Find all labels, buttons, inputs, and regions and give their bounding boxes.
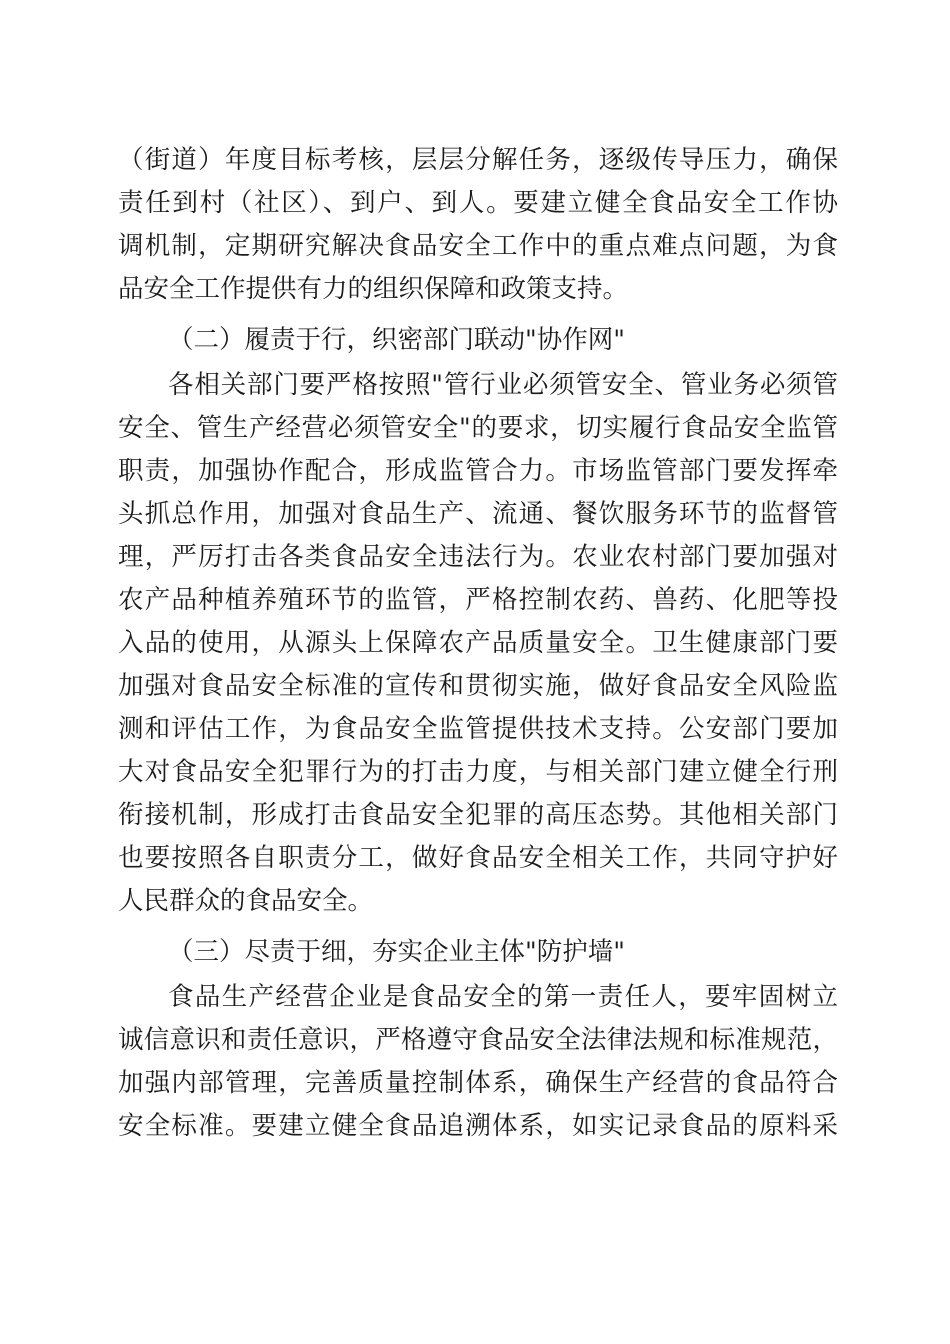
section-heading-3: （三）尽责于细，夯实企业主体"防护墙" <box>168 937 625 967</box>
para3-line-2: 诚信意识和责任意识，严格遵守食品安全法律法规和标准规范， <box>118 1025 838 1055</box>
para3-line-3: 加强内部管理，完善质量控制体系，确保生产经营的食品符合 <box>118 1068 838 1098</box>
para2-line-6: 农产品种植养殖环节的监管，严格控制农药、兽药、化肥等投 <box>118 585 838 615</box>
para2-line-11: 衔接机制，形成打击食品安全犯罪的高压态势。其他相关部门 <box>118 800 838 830</box>
para2-line-5: 理，严厉打击各类食品安全违法行为。农业农村部门要加强对 <box>118 542 838 572</box>
para1-line-3: 调机制，定期研究解决食品安全工作中的重点难点问题，为食 <box>118 231 838 261</box>
para2-line-9: 测和评估工作，为食品安全监管提供技术支持。公安部门要加 <box>118 714 838 744</box>
para2-line-10: 大对食品安全犯罪行为的打击力度，与相关部门建立健全行刑 <box>118 757 838 787</box>
section-heading-2: （二）履责于行，织密部门联动"协作网" <box>168 325 625 355</box>
para3-line-1: 食品生产经营企业是食品安全的第一责任人，要牢固树立 <box>168 982 838 1012</box>
para2-line-13: 人民群众的食品安全。 <box>118 886 374 916</box>
para2-line-3: 职责，加强协作配合，形成监管合力。市场监管部门要发挥牵 <box>118 456 838 486</box>
para2-line-12: 也要按照各自职责分工，做好食品安全相关工作，共同守护好 <box>118 843 838 873</box>
para1-line-2: 责任到村（社区）、到户、到人。要建立健全食品安全工作协 <box>118 188 838 218</box>
para1-line-4: 品安全工作提供有力的组织保障和政策支持。 <box>118 274 629 304</box>
para2-line-8: 加强对食品安全标准的宣传和贯彻实施，做好食品安全风险监 <box>118 671 838 701</box>
para2-line-2: 安全、管生产经营必须管安全"的要求，切实履行食品安全监管 <box>118 413 838 443</box>
para3-line-4: 安全标准。要建立健全食品追溯体系，如实记录食品的原料采 <box>118 1111 838 1141</box>
para1-line-1: （街道）年度目标考核，层层分解任务，逐级传导压力，确保 <box>118 145 838 175</box>
para2-line-7: 入品的使用，从源头上保障农产品质量安全。卫生健康部门要 <box>118 628 838 658</box>
para2-line-4: 头抓总作用，加强对食品生产、流通、餐饮服务环节的监督管 <box>118 499 838 529</box>
para2-line-1: 各相关部门要严格按照"管行业必须管安全、管业务必须管 <box>168 370 838 400</box>
